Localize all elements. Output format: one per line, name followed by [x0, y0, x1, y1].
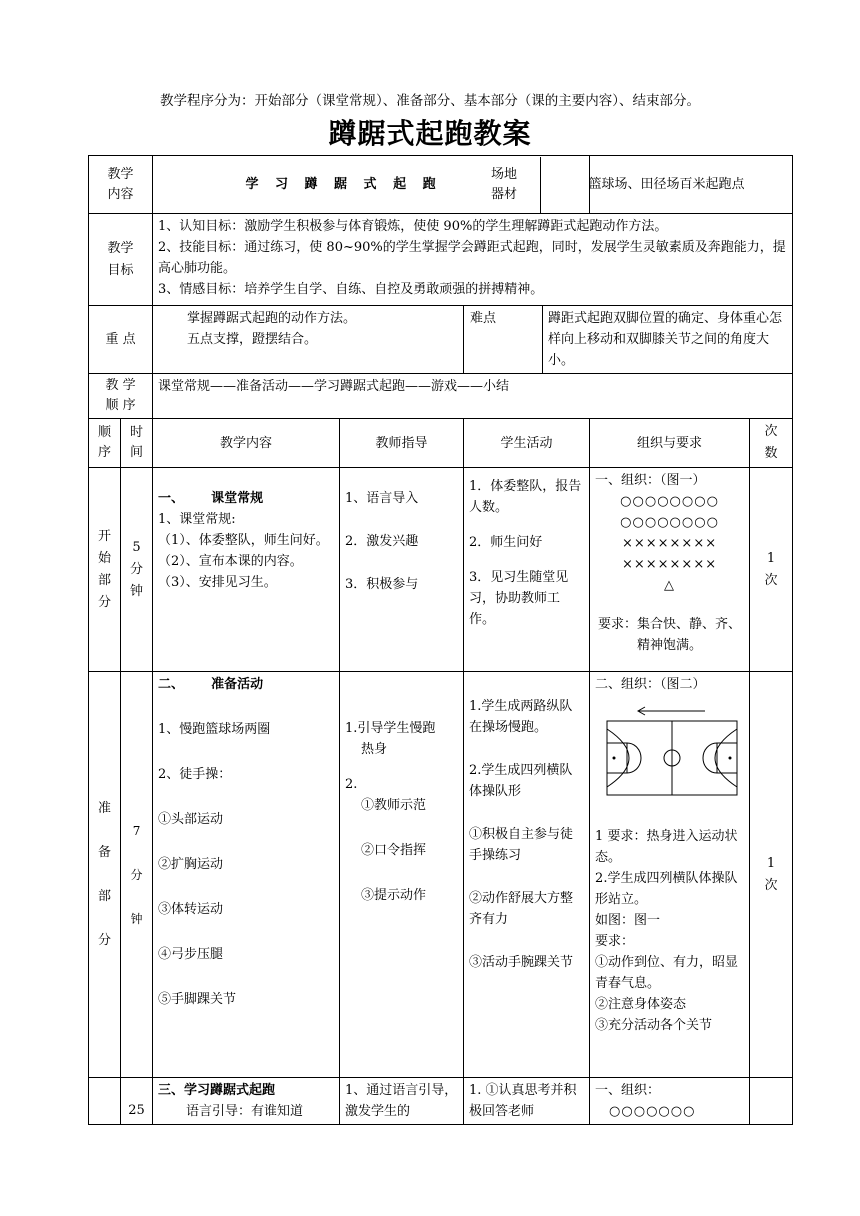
- court-left-basket: [613, 757, 616, 760]
- lesson-plan-table: [88, 155, 793, 1125]
- section1-time: 5 分 钟: [121, 468, 153, 672]
- section1-org: [590, 468, 750, 672]
- court-left-key: [607, 743, 627, 773]
- section1-content: [153, 468, 340, 672]
- teacher-item: 热身: [361, 742, 388, 757]
- col-time: 时 间: [121, 419, 153, 468]
- content-item: ⑤手脚踝关节: [158, 992, 237, 1007]
- teacher-item: ①教师示范: [361, 798, 427, 813]
- formation-diagram: [595, 491, 744, 596]
- content-line: （1）、体委整队，师生问好。: [158, 533, 329, 548]
- section1-times: 1 次: [750, 468, 793, 672]
- section3-student: 1. ①认真思考并积极回答老师: [464, 1078, 590, 1125]
- content-line: （3）、安排见习生。: [158, 575, 277, 590]
- goal-item: 2、技能目标：通过练习，使 80~90%的学生掌握学会蹲距式起跑，同时，发展学生灵敏素质及奔跑能力，提高心肺功能。: [158, 240, 786, 276]
- goal-item: 1、认知目标：激励学生积极参与体育锻炼，使使 90%的学生理解蹲距式起跑动作方法。: [158, 219, 668, 234]
- org-title: 一、组织：（图一）: [595, 473, 706, 488]
- section3-seq: [89, 1078, 121, 1125]
- section1-student: [464, 468, 590, 672]
- org-line: 2.学生成四列横队体操队形站立。: [595, 871, 738, 907]
- goal-item: 3、情感目标：培养学生自学、自练、自控及勇敢顽强的拼搏精神。: [158, 282, 544, 297]
- student-item: 1.学生成两路纵队在操场慢跑。: [469, 699, 573, 735]
- section1-teacher: [340, 468, 464, 672]
- org-line: ②注意身体姿态: [595, 997, 687, 1012]
- section3-teacher: 1、通过语言引导，激发学生的: [340, 1078, 464, 1125]
- student-item: 2.学生成四列横队体操队形: [469, 763, 573, 799]
- goals-label: 教学 目标: [89, 214, 153, 306]
- key-point-line: 掌握蹲踞式起跑的动作方法。: [187, 311, 357, 326]
- key-points-content: [153, 306, 464, 374]
- teacher-item: ③提示动作: [361, 888, 427, 903]
- key-points-label: 重 点: [89, 306, 153, 374]
- content-line: （2）、宣布本课的内容。: [158, 554, 303, 569]
- court-left-three-point-arc: [607, 729, 629, 787]
- section2-student: [464, 672, 590, 1078]
- student-item: ①积极自主参与徒手操练习: [469, 827, 574, 863]
- order-label: 教 学 顺 序: [89, 374, 153, 419]
- section3-time: 25: [121, 1078, 153, 1125]
- key-point-line: 五点支撑，蹬摆结合。: [187, 332, 318, 347]
- col-seq: 顺 序: [89, 419, 121, 468]
- section2-time: 7 分 钟: [121, 672, 153, 1078]
- teacher-line: 1、语言导入: [345, 491, 419, 506]
- section2-title: 二、 准备活动: [158, 677, 264, 692]
- section3-org: [590, 1078, 750, 1125]
- content-label: 教学 内容: [89, 156, 153, 214]
- formation-row: ○○○○○○○○: [620, 494, 719, 509]
- section2-times: 1 次: [750, 672, 793, 1078]
- section2-seq: 准 备 部 分: [89, 672, 121, 1078]
- content-item: 2、徒手操：: [158, 767, 232, 782]
- section3-title: 三、学习蹲踞式起跑: [158, 1083, 276, 1098]
- section2-org: [590, 672, 750, 1078]
- section1-title: 一、 课堂常规: [158, 491, 264, 506]
- student-item: ③活动手腕踝关节: [469, 955, 574, 970]
- col-student: 学生活动: [464, 419, 590, 468]
- difficulty-label: 难点: [464, 306, 543, 373]
- page-title: 蹲踞式起跑教案: [328, 117, 532, 150]
- difficulty-cell: [464, 306, 793, 374]
- content-item: ④弓步压腿: [158, 947, 224, 962]
- student-item: ②动作舒展大方整齐有力: [469, 891, 574, 927]
- student-line: 2．师生问好: [469, 535, 543, 550]
- content-item: ③体转运动: [158, 902, 224, 917]
- col-content: 教学内容: [153, 419, 340, 468]
- basketball-court-diagram: [605, 699, 741, 797]
- org-title: 二、组织：（图二）: [595, 677, 706, 692]
- col-times: 次 数: [750, 419, 793, 468]
- venue-value: 篮球场、田径场百米起跑点: [588, 177, 745, 192]
- teacher-item: ②口令指挥: [361, 843, 427, 858]
- org-requirement: 要求：集合快、静、齐、精神饱满。: [598, 617, 742, 653]
- teacher-marker: △: [664, 578, 676, 593]
- formation-row: ○○○○○○○○: [620, 515, 719, 530]
- content-line: 1、课堂常规:: [158, 512, 236, 527]
- content-item: ①头部运动: [158, 812, 224, 827]
- venue-label: 场地 器材: [468, 157, 541, 213]
- org-line: ①动作到位、有力，昭显青春气息。: [595, 955, 739, 991]
- org-line: 如图：图一: [595, 913, 661, 928]
- court-right-three-point-arc: [715, 729, 737, 787]
- org-line: ③充分活动各个关节: [595, 1018, 713, 1033]
- formation-row: ○○○○○○○: [609, 1104, 696, 1119]
- court-right-key: [717, 743, 737, 773]
- formation-row: ××××××××: [621, 557, 718, 572]
- org-line: 1 要求：热身进入运动状态。: [595, 829, 738, 865]
- col-org: 组织与要求: [590, 419, 750, 468]
- content-line: 语言引导：有谁知道: [186, 1104, 304, 1119]
- org-line: 要求：: [595, 934, 635, 949]
- content-value: 学 习 蹲 踞 式 起 跑: [153, 156, 590, 214]
- student-line: 1．体委整队，报告人数。: [469, 479, 582, 515]
- court-right-basket: [729, 757, 732, 760]
- order-value: 课堂常规——准备活动——学习蹲踞式起跑——游戏——小结: [153, 374, 793, 419]
- section3-content: [153, 1078, 340, 1125]
- section1-seq: 开 始 部 分: [89, 468, 121, 672]
- content-item: 1、慢跑篮球场两圈: [158, 722, 271, 737]
- teacher-line: 2．激发兴趣: [345, 534, 419, 549]
- org-title: 一、组织：: [595, 1083, 661, 1098]
- teacher-item: 2.: [345, 777, 358, 792]
- section2-content: [153, 672, 340, 1078]
- section2-teacher: [340, 672, 464, 1078]
- content-item: ②扩胸运动: [158, 857, 224, 872]
- teacher-line: 3．积极参与: [345, 577, 419, 592]
- student-line: 3．见习生随堂见习，协助教师工作。: [469, 570, 569, 627]
- venue-cell: [491, 156, 793, 214]
- teacher-item: 1.引导学生慢跑: [345, 721, 436, 736]
- col-teacher: 教师指导: [340, 419, 464, 468]
- goals-content: [153, 214, 793, 306]
- section3-times: [750, 1078, 793, 1125]
- intro-text: 教学程序分为：开始部分（课堂常规）、准备部分、基本部分（课的主要内容）、结束部分。: [160, 93, 700, 109]
- formation-row: ××××××××: [621, 536, 718, 551]
- difficulty-value: 蹲距式起跑双脚位置的确定、身体重心怎样向上移动和双脚膝关节之间的角度大小。: [548, 311, 783, 368]
